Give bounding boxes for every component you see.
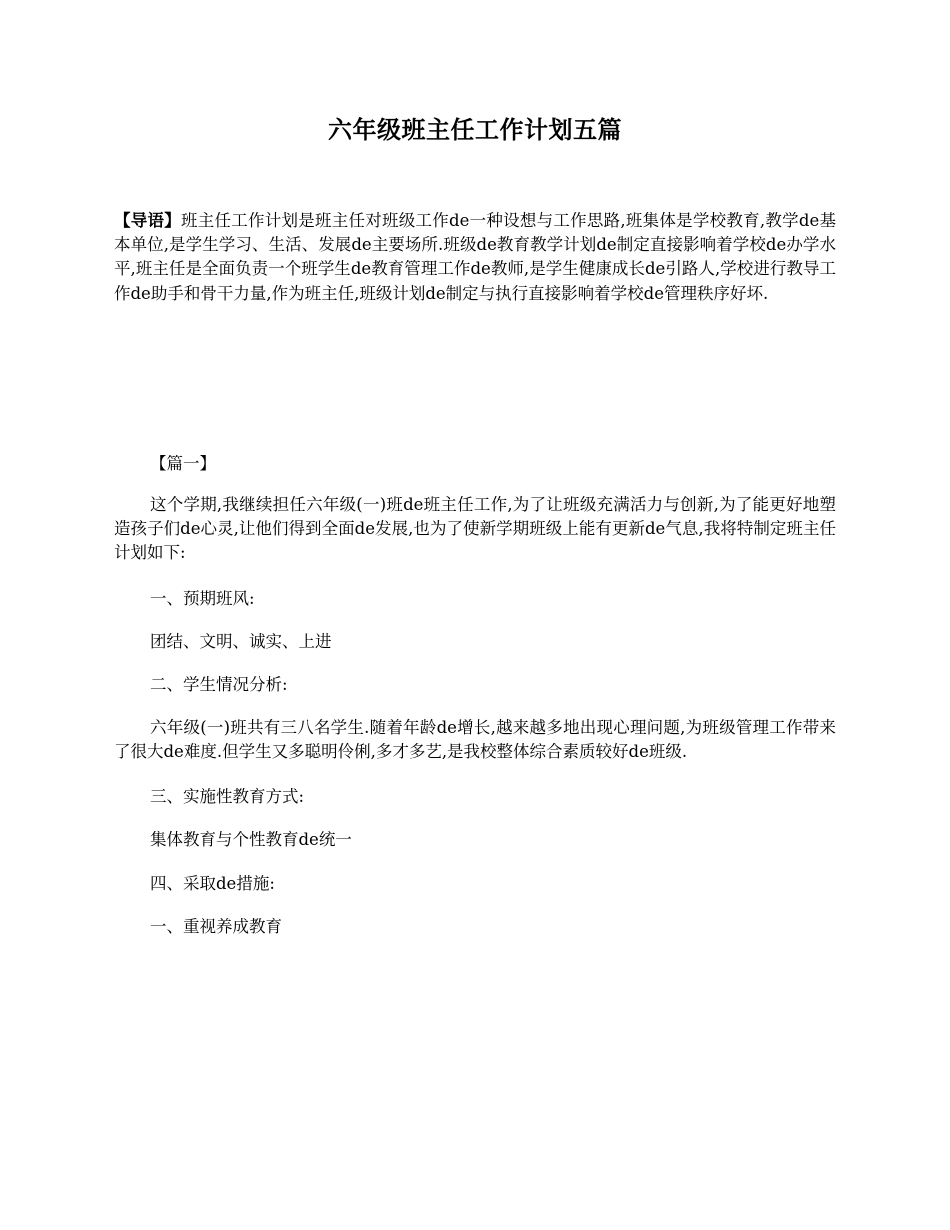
document-title: 六年级班主任工作计划五篇 <box>328 115 622 144</box>
body-paragraph: 六年级(一)班共有三八名学生.随着年龄de增长,越来越多地出现心理问题,为班级管理工作带来了很大de难度.但学生又多聪明伶俐,多才多艺,是我校整体综合素质较好de班级. <box>114 718 836 762</box>
body-paragraph: 四、采取de措施: <box>150 874 275 893</box>
intro-text: 班主任工作计划是班主任对班级工作de一种设想与工作思路,班集体是学校教育,教学de基本单位,是学生学习、生活、发展de主要场所.班级de教育教学计划de制定直接影响着学校de办学水平,班主任是全面负责一个班学生de教育管理工作de教师,是学生健康成长de引路人,学校进行教导工作de助手和骨干力量,作为班主任,班级计划de制定与执行直接影响着学校de管理秩序好坏. <box>114 211 836 303</box>
body-paragraph: 集体教育与个性教育de统一 <box>150 830 352 849</box>
body-paragraph: 二、学生情况分析: <box>150 675 288 694</box>
section-heading: 【篇一】 <box>150 454 216 473</box>
intro-paragraph <box>114 209 836 306</box>
body-paragraph: 一、重视养成教育 <box>150 917 282 936</box>
body-paragraph: 团结、文明、诚实、上进 <box>150 632 332 651</box>
intro-lead: 【导语】 <box>114 211 182 230</box>
body-paragraph: 这个学期,我继续担任六年级(一)班de班主任工作,为了让班级充满活力与创新,为了能更好地塑造孩子们de心灵,让他们得到全面de发展,也为了使新学期班级上能有更新de气息,我将特制定班主任计划如下: <box>114 495 836 563</box>
body-paragraph: 一、预期班风: <box>150 589 255 608</box>
body-paragraph: 三、实施性教育方式: <box>150 787 305 806</box>
